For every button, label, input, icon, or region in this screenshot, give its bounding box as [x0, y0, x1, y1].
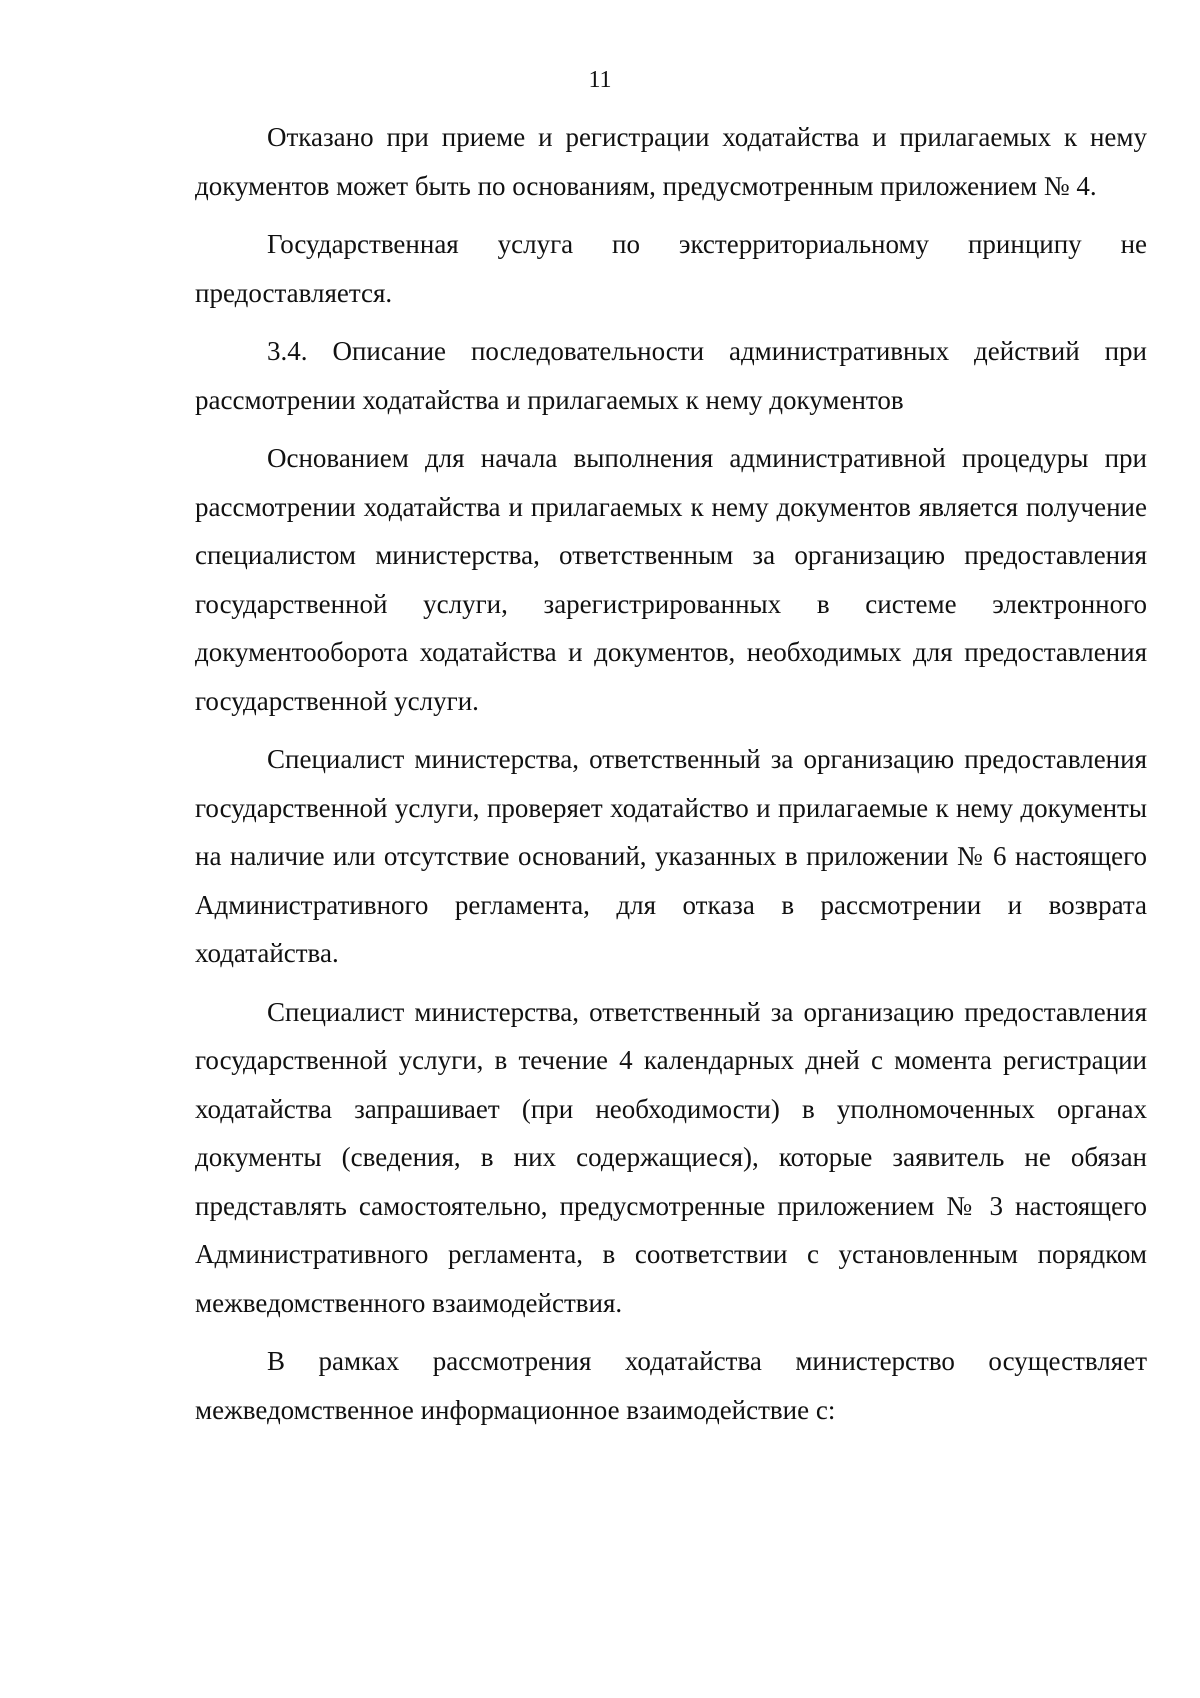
section-heading-3-4: 3.4. Описание последовательности административных действий при рассмотрении ходатайства и прилагаемых к нему документов — [195, 336, 1147, 415]
paragraph-interagency-interaction: В рамках рассмотрения ходатайства министерство осуществляет межведомственное информационное взаимодействие с: — [195, 1346, 1147, 1425]
page-number: 11 — [588, 67, 612, 93]
paragraph-specialist-requests: Специалист министерства, ответственный за организацию предоставления государственной услуги, в течение 4 календарных дней с момента регистрации ходатайства запрашивает (при необходимости) в уполномоченных органах документы (сведения, в них содержащиеся), которые заявитель не обязан представлять самостоятельно, предусмотренные приложением № 3 настоящего Административного регламента, в соответствии с установленным порядком межведомственного взаимодействия. — [195, 996, 1147, 1318]
paragraph-extraterritorial: Государственная услуга по экстерриториальному принципу не предоставляется. — [195, 229, 1147, 308]
paragraph-procedure-basis: Основанием для начала выполнения административной процедуры при рассмотрении ходатайства и прилагаемых к нему документов является получение специалистом министерства, ответственным за организацию предоставления государственной услуги, зарегистрированных в системе электронного документооборота ходатайства и документов, необходимых для предоставления государственной услуги. — [195, 443, 1147, 716]
document-body — [195, 113, 1147, 1434]
paragraph-refusal-grounds: Отказано при приеме и регистрации ходатайства и прилагаемых к нему документов может быть по основаниям, предусмотренным приложением № 4. — [195, 122, 1147, 201]
paragraph-specialist-checks: Специалист министерства, ответственный за организацию предоставления государственной услуги, проверяет ходатайство и прилагаемые к нему документы на наличие или отсутствие оснований, указанных в приложении № 6 настоящего Административного регламента, для отказа в рассмотрении и возврата ходатайства. — [195, 744, 1147, 968]
